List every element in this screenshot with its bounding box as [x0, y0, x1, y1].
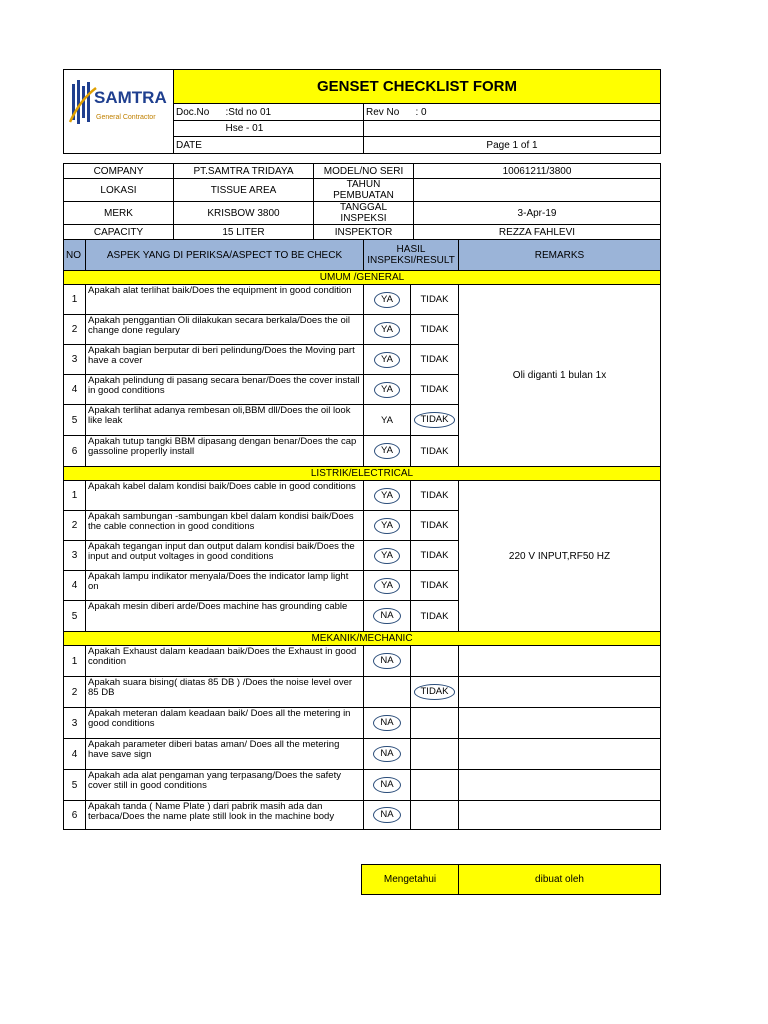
result-tidak-cell	[411, 375, 459, 405]
result-ya-value: YA	[374, 443, 400, 459]
result-tidak-cell	[411, 677, 459, 708]
section-title: UMUM /GENERAL	[64, 271, 661, 285]
item-number: 2	[64, 511, 86, 541]
remarks-cell	[459, 770, 661, 801]
item-number: 3	[64, 541, 86, 571]
item-question: Apakah lampu indikator menyala/Does the indicator lamp light on	[86, 571, 364, 601]
info-value: 15 LITER	[174, 225, 314, 240]
item-question: Apakah meteran dalam keadaan baik/ Does all the metering in good conditions	[86, 708, 364, 739]
info-value: TISSUE AREA	[174, 179, 314, 202]
rev-no-label: Rev No	[364, 104, 414, 121]
result-ya-cell	[364, 405, 411, 436]
item-question: Apakah sambungan -sambungan kbel dalam kondisi baik/Does the cable connection in good conditions	[86, 511, 364, 541]
result-ya-cell	[364, 375, 411, 405]
result-tidak-cell	[411, 801, 459, 830]
info-label: MERK	[64, 202, 174, 225]
info-label: TANGGAL INSPEKSI	[314, 202, 414, 225]
samtra-logo-icon	[66, 70, 170, 150]
acknowledged-by-box: Mengetahui	[362, 865, 459, 895]
result-ya-value: YA	[374, 578, 400, 594]
info-label: CAPACITY	[64, 225, 174, 240]
result-ya-cell	[364, 345, 411, 375]
checklist-item-row	[64, 677, 661, 708]
result-ya-value: YA	[374, 352, 400, 368]
item-number: 6	[64, 801, 86, 830]
item-number: 2	[64, 677, 86, 708]
result-tidak-value: TIDAK	[420, 324, 449, 335]
prepared-by-box: dibuat oleh	[459, 865, 661, 895]
result-tidak-cell	[411, 285, 459, 315]
result-tidak-cell	[411, 541, 459, 571]
col-result-header: HASIL INSPEKSI/RESULT	[364, 240, 459, 271]
result-ya-value: YA	[381, 414, 393, 426]
col-aspect-header: ASPEK YANG DI PERIKSA/ASPECT TO BE CHECK	[86, 240, 364, 271]
checklist-item-row	[64, 285, 661, 315]
item-number: 4	[64, 571, 86, 601]
doc-no-label: Doc.No	[174, 104, 224, 121]
item-number: 1	[64, 646, 86, 677]
result-ya-value: NA	[373, 807, 400, 823]
section-header-row	[64, 632, 661, 646]
result-tidak-cell	[411, 571, 459, 601]
result-ya-cell	[364, 315, 411, 345]
section-header-row	[64, 271, 661, 285]
result-ya-cell	[364, 677, 411, 708]
result-tidak-cell	[411, 708, 459, 739]
result-tidak-cell	[411, 511, 459, 541]
result-tidak-value: TIDAK	[420, 520, 449, 531]
logo-tagline: General Contractor	[96, 114, 156, 121]
item-question: Apakah mesin diberi arde/Does machine has grounding cable	[86, 601, 364, 632]
result-ya-value: NA	[373, 653, 400, 669]
info-row	[64, 202, 661, 225]
result-tidak-cell	[411, 601, 459, 632]
result-ya-cell	[364, 436, 411, 467]
section-title: LISTRIK/ELECTRICAL	[64, 467, 661, 481]
doc-no-sub: Hse - 01	[224, 120, 364, 137]
remarks-cell	[459, 708, 661, 739]
result-tidak-cell	[411, 405, 459, 436]
logo-brand: SAMTRA	[94, 88, 167, 107]
checklist-item-row	[64, 646, 661, 677]
result-tidak-value: TIDAK	[420, 294, 449, 305]
result-tidak-value: TIDAK	[420, 354, 449, 365]
result-tidak-cell	[411, 481, 459, 511]
result-ya-cell	[364, 708, 411, 739]
result-tidak-value: TIDAK	[420, 550, 449, 561]
result-ya-cell	[364, 601, 411, 632]
col-no-header: NO	[64, 240, 86, 271]
item-number: 5	[64, 405, 86, 436]
result-ya-value: NA	[373, 777, 400, 793]
item-question: Apakah ada alat pengaman yang terpasang/Does the safety cover still in good conditions	[86, 770, 364, 801]
result-ya-value: YA	[374, 292, 400, 308]
item-question: Apakah kabel dalam kondisi baik/Does cable in good conditions	[86, 481, 364, 511]
checklist-header-row	[64, 240, 661, 271]
result-ya-cell	[364, 511, 411, 541]
item-question: Apakah alat terlihat baik/Does the equipment in good condition	[86, 285, 364, 315]
checklist-item-row	[64, 801, 661, 830]
item-number: 1	[64, 285, 86, 315]
item-question: Apakah tutup tangki BBM dipasang dengan benar/Does the cap gassoline properlly install	[86, 436, 364, 467]
result-tidak-value: TIDAK	[420, 580, 449, 591]
form-title: GENSET CHECKLIST FORM	[174, 70, 661, 104]
info-row	[64, 179, 661, 202]
item-number: 4	[64, 739, 86, 770]
item-question: Apakah suara bising( diatas 85 DB ) /Does the noise level over 85 DB	[86, 677, 364, 708]
page-indicator: Page 1 of 1	[364, 137, 661, 154]
item-number: 3	[64, 345, 86, 375]
info-label: MODEL/NO SERI	[314, 164, 414, 179]
result-ya-cell	[364, 541, 411, 571]
info-value: 10061211/3800	[414, 164, 661, 179]
result-tidak-cell	[411, 739, 459, 770]
info-label: COMPANY	[64, 164, 174, 179]
info-value: KRISBOW 3800	[174, 202, 314, 225]
result-tidak-cell	[411, 770, 459, 801]
item-question: Apakah Exhaust dalam keadaan baik/Does the Exhaust in good condition	[86, 646, 364, 677]
checklist-item-row	[64, 708, 661, 739]
result-ya-cell	[364, 739, 411, 770]
doc-no-value: :Std no 01	[224, 104, 364, 121]
checklist-item-row	[64, 739, 661, 770]
result-ya-value: YA	[374, 322, 400, 338]
form-header	[63, 69, 661, 154]
result-tidak-value: TIDAK	[414, 684, 456, 700]
item-question: Apakah terlihat adanya rembesan oli,BBM dll/Does the oil look like leak	[86, 405, 364, 436]
remarks-cell	[459, 677, 661, 708]
equipment-info-table	[63, 163, 661, 240]
result-tidak-cell	[411, 436, 459, 467]
item-number: 4	[64, 375, 86, 405]
remarks-cell	[459, 801, 661, 830]
item-number: 5	[64, 601, 86, 632]
col-remarks-header: REMARKS	[459, 240, 661, 271]
section-title: MEKANIK/MECHANIC	[64, 632, 661, 646]
result-ya-value: YA	[374, 382, 400, 398]
result-ya-value: YA	[374, 548, 400, 564]
item-question: Apakah tanda ( Name Plate ) dari pabrik masih ada dan terbaca/Does the name plate still look in the machine body	[86, 801, 364, 830]
item-question: Apakah pelindung di pasang secara benar/Does the cover install in good conditions	[86, 375, 364, 405]
result-ya-value: YA	[374, 518, 400, 534]
result-tidak-value: TIDAK	[420, 384, 449, 395]
checklist-item-row	[64, 770, 661, 801]
info-row	[64, 164, 661, 179]
result-tidak-value: TIDAK	[414, 412, 456, 428]
remarks-cell	[459, 739, 661, 770]
rev-no-value: : 0	[414, 104, 661, 121]
info-value: REZZA FAHLEVI	[414, 225, 661, 240]
result-tidak-cell	[411, 345, 459, 375]
result-ya-cell	[364, 571, 411, 601]
item-number: 3	[64, 708, 86, 739]
info-label: INSPEKTOR	[314, 225, 414, 240]
item-question: Apakah tegangan input dan output dalam kondisi baik/Does the input and output voltages in good conditions	[86, 541, 364, 571]
result-ya-cell	[364, 646, 411, 677]
info-value: 3-Apr-19	[414, 202, 661, 225]
result-ya-cell	[364, 481, 411, 511]
section-remarks: 220 V INPUT,RF50 HZ	[459, 481, 661, 632]
item-number: 2	[64, 315, 86, 345]
result-tidak-cell	[411, 315, 459, 345]
item-number: 1	[64, 481, 86, 511]
info-value	[414, 179, 661, 202]
item-question: Apakah parameter diberi batas aman/ Does all the metering have save sign	[86, 739, 364, 770]
result-ya-cell	[364, 770, 411, 801]
signature-boxes	[361, 864, 661, 895]
result-tidak-value: TIDAK	[420, 610, 449, 622]
section-header-row	[64, 467, 661, 481]
item-number: 5	[64, 770, 86, 801]
result-ya-value: NA	[373, 746, 400, 762]
checklist-item-row	[64, 481, 661, 511]
info-value: PT.SAMTRA TRIDAYA	[174, 164, 314, 179]
item-number: 6	[64, 436, 86, 467]
result-ya-cell	[364, 801, 411, 830]
info-label: TAHUN PEMBUATAN	[314, 179, 414, 202]
section-remarks: Oli diganti 1 bulan 1x	[459, 285, 661, 467]
result-ya-value: NA	[373, 608, 400, 624]
result-tidak-value: TIDAK	[420, 490, 449, 501]
result-tidak-value: TIDAK	[420, 445, 449, 457]
item-question: Apakah penggantian Oli dilakukan secara berkala/Does the oil change done regulary	[86, 315, 364, 345]
info-row	[64, 225, 661, 240]
result-ya-value: YA	[374, 488, 400, 504]
remarks-cell	[459, 646, 661, 677]
result-tidak-cell	[411, 646, 459, 677]
company-logo	[64, 70, 174, 154]
result-ya-value: NA	[373, 715, 400, 731]
info-label: LOKASI	[64, 179, 174, 202]
date-label: DATE	[174, 137, 364, 154]
checklist-table	[63, 239, 661, 830]
item-question: Apakah bagian berputar di beri pelindung/Does the Moving part have a cover	[86, 345, 364, 375]
result-ya-cell	[364, 285, 411, 315]
